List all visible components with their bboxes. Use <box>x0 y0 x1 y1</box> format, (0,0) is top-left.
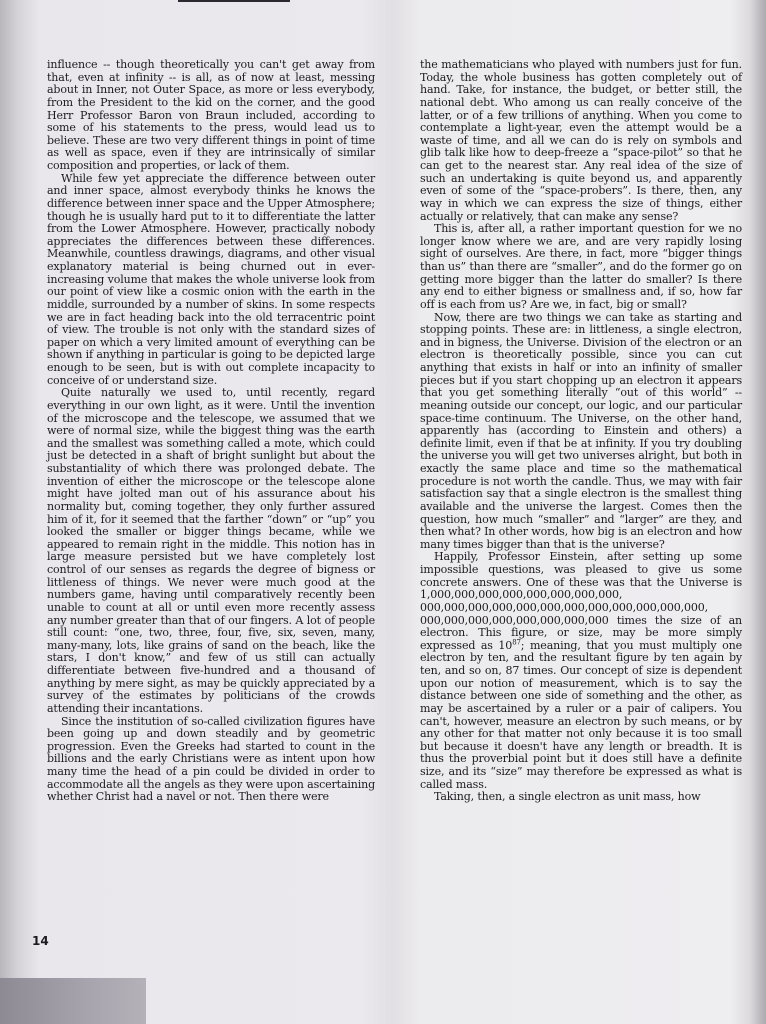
paragraph: While few yet appreciate the difference between outer and inner space, almost everybody thinks he knows the difference between inner space and the Upper Atmosphere; though he is usually hard put to it to differentiate the latter from the Lower Atmosphere. However, practically nobody appreciates the differences between these differences. Meanwhile, countless drawings, diagrams, and other visual explanatory material is being churned out in ever-increasing volume that makes the whole universe look from our point of view like a cosmic onion with the earth in the middle, surrounded by a number of skins. In some respects we are in fact heading back into the old terracentric point of view. The trouble is not only with the standard sizes of paper on which a very limited amount of everything can be shown if anything in particular is going to be depicted large enough to be seen, but is with out complete incapacity to conceive of or understand size. <box>47 171 375 387</box>
paragraph-text: ; meaning, that you must multiply one electron by ten, and the resultant figure by ten again by ten, and so on, 87 times. Our concept of size is dependent upon our notion of measurement, which is to say the distance between one side of something and the other, as may be ascertained by a ruler or a pair of calipers. You can't, however, measure an electron by such means, or by any other for that matter not only because it is too small but because it doesn't have any length or breadth. It is thus the proverbial point but it does still have a definite size, and its “size” may therefore be expressed as what is called mass. <box>420 638 742 791</box>
paragraph: Quite naturally we used to, until recently, regard everything in our own light, as it were. Until the invention of the microscope and the telescope, we assumed that we were of normal size, while the biggest thing was the earth and the smallest was something called a mote, which could just be detected in a shaft of bright sunlight but about the substantiality of which there was prolonged debate. The invention of either the microscope or the telescope alone might have jolted man out of his assurance about his normality but, coming together, they only further assured him of it, for it seemed that the farther “down” or “up” you looked the smaller or bigger things became, while we appeared to remain right in the middle. This notion has in large measure persisted but we have completely lost control of our senses as regards the degree of bigness or littleness of things. We never were much good at the numbers game, having until comparatively recently been unable to count at all or until even more recently assess any number greater than that of our fingers. A lot of people still count: “one, two, three, four, five, six, seven, many, many-many, lots, like grains of sand on the beach, like the stars, I don't know,” and few of us still can actually differentiate between five-hundred and a thousand of anything by mere sight, as may be quickly appreciated by a survey of the estimates by politicians of the crowds attending their incantations. <box>47 386 375 715</box>
scan-shadow <box>0 978 146 1024</box>
paragraph: influence -- though theoretically you can't get away from that, even at infinity -- is all, as of now at least, messing about in Inner, not Outer Space, as more or less everybody, from the President to the kid on the corner, and the good Herr Professor Baron von Braun included, according to some of his statements to the press, would lead us to believe. These are two very different things in point of time as well as space, even if they are intrinsically of similar composition and properties, or lack of them. <box>47 58 375 172</box>
page-number: 14 <box>32 934 49 948</box>
paragraph: the mathematicians who played with numbers just for fun. Today, the whole business has gotten completely out of hand. Take, for instance, the budget, or better still, the national debt. Who among us can really conceive of the latter, or of a few trillions of anything. When you come to contemplate a light-year, even the attempt would be a waste of time, and all we can do is rely on symbols and glib talk like how to deep-freeze a “space-pilot” so that he can get to the nearest star. Any real idea of the size of such an undertaking is quite beyond us, and apparently even of some of the “space-probers”. Is there, then, any way in which we can express the size of things, either actually or relatively, that can make any sense? <box>420 58 742 223</box>
exponent: 87 <box>512 638 521 647</box>
page-edge-shadow <box>750 0 766 1024</box>
paragraph-text: Happily, Professor Einstein, after setting up some impossible questions, was pleased to give us some concrete answers. One of these was that the Universe is 1,000,000,000,000,000,000,000,000, 000,000,000,000,000,000,000,000,000,000,000,000, 000,000,000,000,000,000,000,000 times the size of an electron. This figure, or size, may be more simply expressed as 10 <box>420 550 742 652</box>
paragraph: Since the institution of so-called civilization figures have been going up and down steadily and by geometric progression. Even the Greeks had started to count in the billions and the early Christians were as intent upon how many time the head of a pin could be divided in order to accommodate all the angels as they were upon ascertaining whether Christ had a navel or not. Then there were <box>47 714 375 804</box>
paragraph: This is, after all, a rather important question for we no longer know where we are, and are very rapidly losing sight of ourselves. Are there, in fact, more “bigger things than us” than there are “smaller”, and do the former go on getting more bigger than the latter do smaller? Is there any end to either bigness or smallness and, if so, how far off is each from us? Are we, in fact, big or small? <box>420 222 742 311</box>
top-rule <box>178 0 290 2</box>
right-column <box>420 59 742 804</box>
paragraph <box>420 551 742 791</box>
paragraph: Taking, then, a single electron as unit mass, how <box>434 790 701 804</box>
paragraph: Now, there are two things we can take as starting and stopping points. These are: in littleness, a single electron, and in bigness, the Universe. Division of the electron or an electron is theoretically possible, since you can cut anything that exists in half or into an infinity of smaller pieces but if you start chopping up an electron it appears that you get something literally “out of this world” -- meaning outside our concept, our logic, and our particular space-time continuum. The Universe, on the other hand, apparently has (according to Einstein and others) a definite limit, even if that be at infinity. If you try doubling the universe you will get two universes alright, but both in exactly the same place and time so the mathematical procedure is not worth the candle. Thus, we may with fair satisfaction say that a single electron is the smallest thing available and the universe the largest. Comes then the question, how much “smaller” and “larger” are they, and then what? In other words, how big is an electron and how many times bigger than that is the universe? <box>420 310 743 551</box>
left-column <box>47 59 375 804</box>
